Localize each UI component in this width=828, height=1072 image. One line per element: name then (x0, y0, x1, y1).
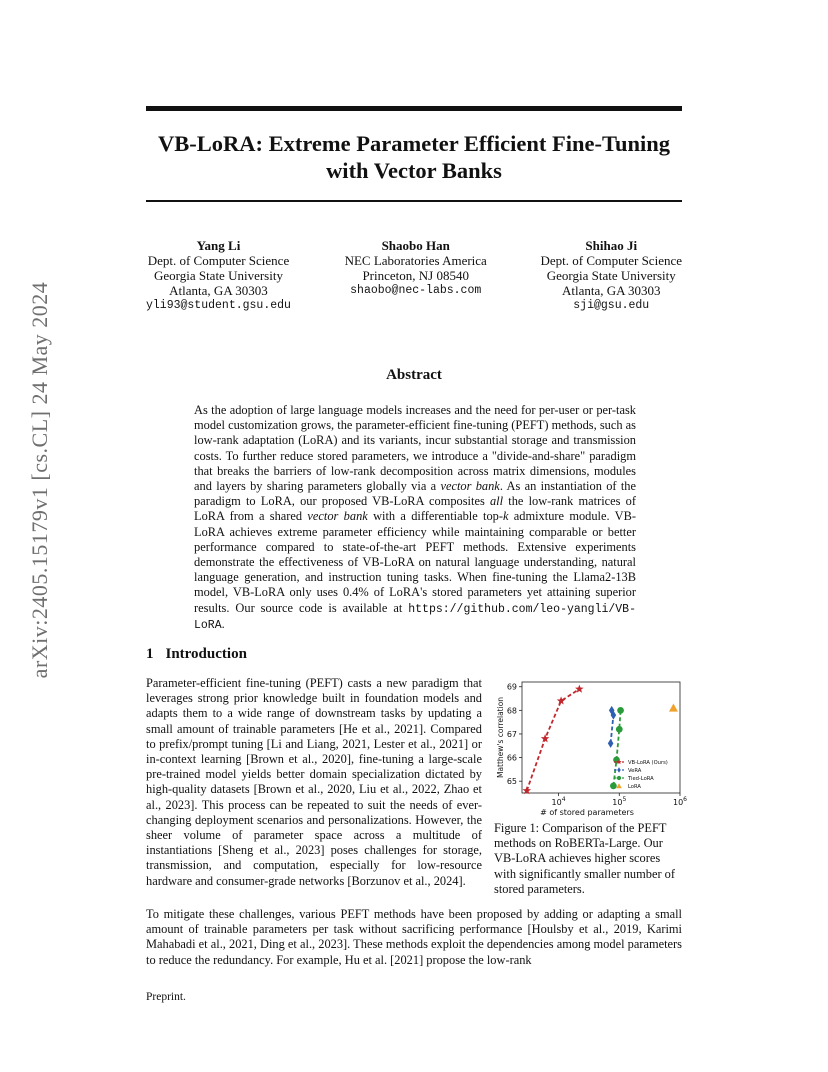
abstract-heading: Abstract (386, 367, 442, 383)
footer-note: Preprint. (146, 991, 186, 1003)
x-tick-label: $10^5$ (612, 796, 627, 807)
paper-title: VB-LoRA: Extreme Parameter Efficient Fine-Tuning with Vector Banks (157, 131, 670, 183)
y-tick-label: 67 (506, 729, 517, 739)
author-email: yli93@student.gsu.edu (146, 299, 291, 312)
figure-1-chart (490, 678, 688, 818)
source-code-link[interactable]: https://github.com/leo-yangli/VB-LoRA (194, 602, 636, 632)
author-2 (345, 238, 487, 313)
legend-marker (616, 783, 622, 788)
series-line-0 (527, 689, 580, 791)
y-tick-label: 69 (506, 682, 517, 692)
y-axis-label: Matthew's correlation (496, 696, 505, 779)
legend-label: VeRA (628, 768, 642, 775)
body-paragraph: To mitigate these challenges, various PEFT methods have been proposed by adding or adapting a small amount of trainable parameters per task without sacrificing performance [Houlsby et al., 2019, Karimi Mahabadi et al., 2021, Ding et al., 2023]. These methods exploit the dependencies among model parameters to reduce the redundancy. For example, Hu et al. [2021] propose the low-rank (146, 907, 682, 967)
author-dept: Dept. of Computer Science (147, 253, 290, 268)
abstract-text: As the adoption of large language models increases and the need for per-user or per-task model customization grows, the parameter-efficient fine-tuning (PEFT) methods, such as low-rank adaptation (LoRA) and its variants, incur substantial storage and transmission costs. To further reduce stored parameters, we introduce a "divide-and-share" paradigm that breaks the barriers of low-rank decomposition across matrix dimensions, modules and layers by sharing parameters globally via a vector bank. As an instantiation of the paradigm to LoRA, our proposed VB-LoRA composites all the low-rank matrices of LoRA from a shared vector bank with a differentiable top-k admixture module. VB-LoRA achieves extreme parameter efficiency while maintaining comparable or better performance compared to state-of-the-art PEFT methods. Extensive experiments demonstrate the effectiveness of VB-LoRA on natural language understanding, natural language generation, and instruction tuning tasks. When fine-tuning the Llama2-13B model, VB-LoRA only uses 0.4% of LoRA's stored parameters yet attaining superior results. Our source code is available at https://github.com/leo-yangli/VB-LoRA. (194, 403, 636, 632)
author-address: Atlanta, GA 30303 (169, 283, 268, 298)
data-point (608, 739, 614, 748)
y-tick-label: 66 (506, 753, 517, 763)
author-block (146, 238, 682, 313)
data-point (610, 783, 617, 790)
data-point (557, 696, 566, 704)
author-name: Shaobo Han (381, 238, 450, 253)
intro-paragraph: Parameter-efficient fine-tuning (PEFT) casts a new paradigm that leverages strong prior knowledge built in foundation models and adapts them to a wide range of downstream tasks by updating a small amount of trainable parameters [He et al., 2021]. Compared to prefix/prompt tuning [Li and Liang, 2021, Lester et al., 2021] or in-context learning [Brown et al., 2020], fine-tuning a large-scale pre-trained model yields better domain specialization dictated by high-quality datasets [Brown et al., 2020, Liu et al., 2022, Zhao et al., 2023]. This process can be repeated to suit the needs of ever-changing deployment scenarios and personalizations. However, the sheer volume of parameter space across a multitude of instantiations [Sheng et al., 2023] poses challenges for storage, transmission, and computation, especially for low-resource hardware and consumer-grade networks [Borzunov et al., 2024]. (146, 676, 482, 888)
author-email: sji@gsu.edu (573, 299, 650, 312)
data-point (617, 707, 624, 714)
author-email: shaobo@nec-labs.com (350, 284, 482, 297)
author-org: Princeton, NJ 08540 (362, 268, 469, 283)
author-1 (146, 238, 291, 313)
x-tick-label: $10^6$ (672, 796, 688, 807)
title-rule-bottom (146, 200, 682, 202)
author-name: Yang Li (196, 238, 241, 253)
figure-caption: Figure 1: Comparison of the PEFT methods on RoBERTa-Large. Our VB-LoRA achieves higher scores with significantly smaller number of stored parameters. (494, 821, 676, 896)
title-rule-top (146, 106, 682, 111)
author-name: Shihao Ji (585, 238, 638, 253)
legend-label: LoRA (628, 784, 641, 791)
section-heading: 1 Introduction (146, 646, 247, 662)
legend-marker (617, 776, 621, 780)
author-dept: Dept. of Computer Science (540, 253, 682, 268)
arxiv-identifier: arXiv:2405.15179v1 [cs.CL] 24 May 2024 (27, 281, 52, 679)
legend-marker (617, 767, 620, 773)
author-3 (540, 238, 682, 313)
y-tick-label: 65 (506, 777, 517, 787)
author-org: Georgia State University (546, 268, 676, 283)
legend-label: VB-LoRA (Ours) (628, 760, 668, 767)
legend-label: Tied-LoRA (628, 776, 654, 783)
y-tick-label: 68 (506, 706, 517, 716)
author-org: Georgia State University (153, 268, 283, 283)
data-point (616, 726, 623, 733)
x-axis-label: # of stored parameters (540, 808, 634, 817)
x-tick-label: $10^4$ (551, 796, 566, 807)
author-address: Atlanta, GA 30303 (561, 283, 661, 298)
author-dept: NEC Laboratories America (344, 253, 487, 268)
series-line-2 (613, 710, 620, 786)
data-point (669, 703, 678, 711)
